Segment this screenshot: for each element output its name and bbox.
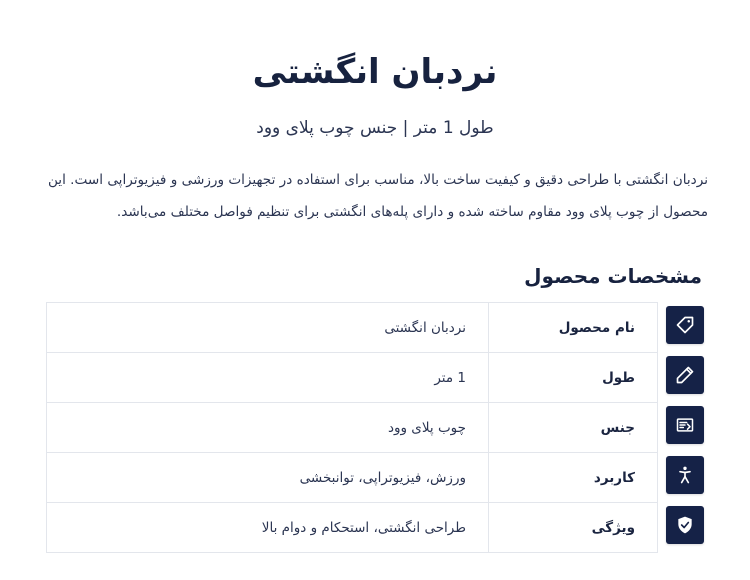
description-line: نردبان انگشتی با طراحی دقیق و کیفیت ساخت بالا، مناسب برای استفاده در تجهیزات ورزشی و فیزیوتراپی است. این <box>47 172 708 188</box>
table-row <box>46 403 658 453</box>
tag-icon <box>666 306 704 344</box>
page-title: نردبان انگشتی <box>252 52 498 92</box>
table-row <box>46 453 658 503</box>
shield-check-icon <box>666 506 704 544</box>
description-line: محصول از چوب پلای وود مقاوم ساخته شده و دارای پله‌های انگشتی برای تنظیم فواصل مختلف می‌باشد. <box>116 204 708 220</box>
product-description <box>36 164 708 228</box>
spec-value: نردبان انگشتی <box>46 303 488 352</box>
material-icon <box>666 406 704 444</box>
spec-label: نام محصول <box>488 303 658 352</box>
ruler-icon <box>666 356 704 394</box>
table-row <box>46 353 658 403</box>
spec-icons-column <box>666 306 706 556</box>
page-subtitle: طول 1 متر | جنس چوب پلای وود <box>256 118 494 138</box>
specs-table <box>46 302 658 553</box>
specs-section-title: مشخصات محصول <box>524 264 702 288</box>
spec-value: 1 متر <box>46 353 488 402</box>
spec-value: چوب پلای وود <box>46 403 488 452</box>
spec-value: ورزش، فیزیوتراپی، توانبخشی <box>46 453 488 502</box>
exercise-person-icon <box>666 456 704 494</box>
table-row <box>46 303 658 353</box>
spec-label: کاربرد <box>488 453 658 502</box>
table-row <box>46 503 658 553</box>
spec-label: جنس <box>488 403 658 452</box>
spec-label: ویژگی <box>488 503 658 552</box>
spec-label: طول <box>488 353 658 402</box>
spec-value: طراحی انگشتی، استحکام و دوام بالا <box>46 503 488 552</box>
